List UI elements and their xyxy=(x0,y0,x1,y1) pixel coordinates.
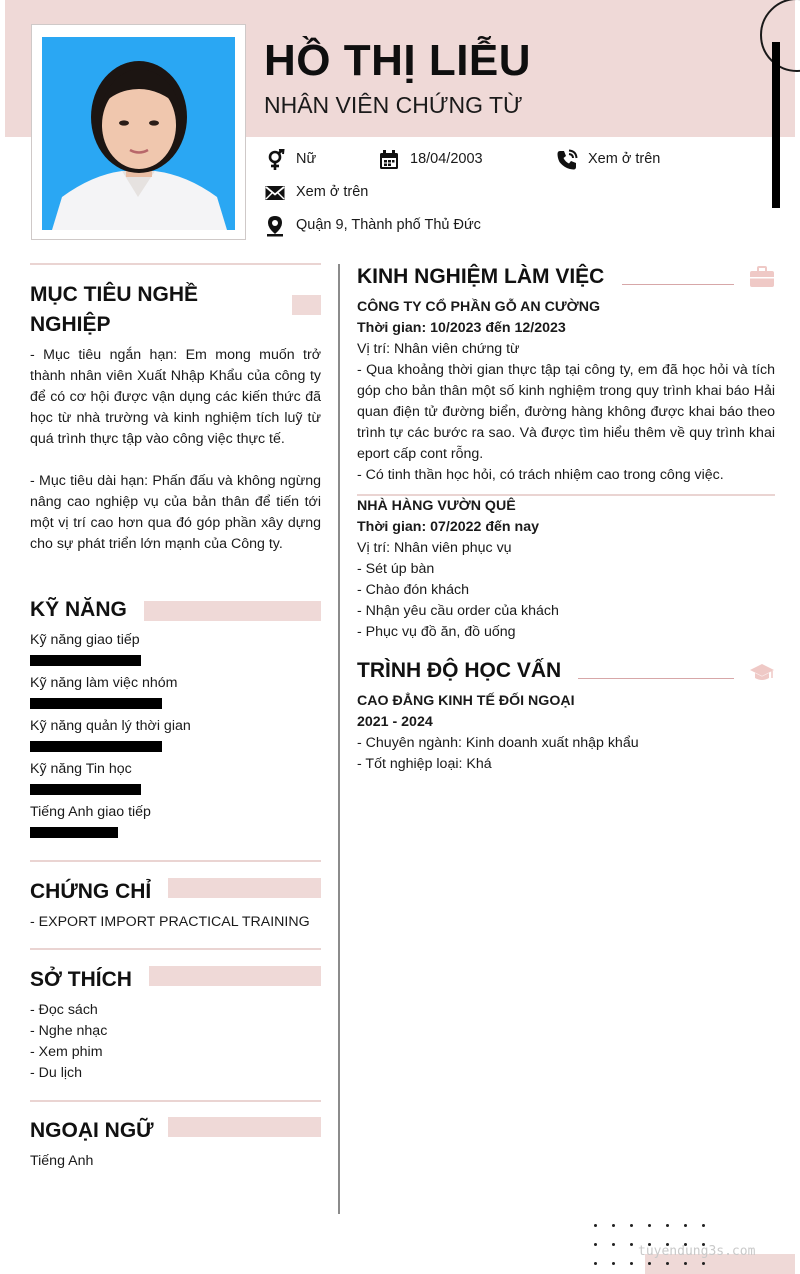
job-period: Thời gian: 10/2023 đến 12/2023 xyxy=(357,320,566,336)
section-rule xyxy=(622,284,734,285)
gender-icon xyxy=(264,149,286,171)
job-detail: - Sét úp bàn xyxy=(357,561,435,577)
decorative-dot xyxy=(630,1243,633,1246)
calendar-icon xyxy=(378,149,400,171)
decorative-dot xyxy=(612,1224,615,1227)
phone-value: Xem ở trên xyxy=(588,151,661,167)
skill-label: Tiếng Anh giao tiếp xyxy=(30,804,151,820)
candidate-role: NHÂN VIÊN CHỨNG TỪ xyxy=(264,92,523,118)
section-accent-bar xyxy=(144,601,321,621)
education-detail: - Chuyên ngành: Kinh doanh xuất nhập khẩu xyxy=(357,735,639,751)
education-detail: - Tốt nghiệp loại: Khá xyxy=(357,756,492,772)
decorative-dot xyxy=(630,1224,633,1227)
skill-level-bar xyxy=(30,741,162,752)
experience-title: KINH NGHIỆM LÀM VIỆC xyxy=(357,265,605,288)
mail-icon xyxy=(264,182,286,204)
hobby-item: - Xem phim xyxy=(30,1044,103,1060)
certificates-title: CHỨNG CHỈ xyxy=(30,880,152,903)
decorative-dot xyxy=(594,1243,597,1246)
decorative-dot xyxy=(612,1262,615,1265)
info-email xyxy=(264,184,414,206)
email-value: Xem ở trên xyxy=(296,184,369,200)
graduation-cap-icon xyxy=(749,661,775,683)
objective-title-line1: MỤC TIÊU NGHỀ xyxy=(30,283,198,306)
column-divider xyxy=(338,264,340,1214)
phone-icon xyxy=(556,149,578,171)
skill-level-bar xyxy=(30,655,141,666)
job-detail: - Phục vụ đồ ăn, đồ uống xyxy=(357,624,516,640)
birthday-value: 18/04/2003 xyxy=(410,151,483,167)
education-school: CAO ĐẲNG KINH TẾ ĐỐI NGOẠI xyxy=(357,693,575,709)
profile-photo xyxy=(42,37,235,230)
decorative-dot xyxy=(684,1224,687,1227)
job-period: Thời gian: 07/2022 đến nay xyxy=(357,519,539,535)
decorative-dot xyxy=(612,1243,615,1246)
info-phone xyxy=(556,151,706,173)
job-detail: - Chào đón khách xyxy=(357,582,469,598)
skill-level-bar xyxy=(30,698,162,709)
info-gender xyxy=(264,151,384,173)
skill-label: Kỹ năng giao tiếp xyxy=(30,632,140,648)
education-title: TRÌNH ĐỘ HỌC VẤN xyxy=(357,659,562,682)
job-detail: - Qua khoảng thời gian thực tập tại công ty, em đã học hỏi và tích góp cho bản thân một số kinh nghiệm trong quy trình khai báo Hải quan điện tử đường biển, đường hàng không được khai báo theo trình tự các bước ra sao. Và được tìm hiểu thêm về quy trình khai eport cấp cont rỗng. xyxy=(357,362,775,462)
section-rule xyxy=(578,678,734,679)
hobbies-title: SỞ THÍCH xyxy=(30,968,132,991)
location-pin-icon xyxy=(264,215,286,237)
job-position: Vị trí: Nhân viên phục vụ xyxy=(357,540,512,556)
objective-title-line2: NGHIỆP xyxy=(30,313,111,336)
decorative-dot xyxy=(702,1224,705,1227)
hobby-item: - Du lịch xyxy=(30,1065,83,1081)
briefcase-icon xyxy=(749,266,775,288)
skill-label: Kỹ năng Tin học xyxy=(30,761,132,777)
decorative-dot xyxy=(630,1262,633,1265)
certificate-item: - EXPORT IMPORT PRACTICAL TRAINING xyxy=(30,914,310,930)
job-detail: - Nhận yêu cầu order của khách xyxy=(357,603,559,619)
address-value: Quận 9, Thành phố Thủ Đức xyxy=(296,217,481,233)
divider xyxy=(30,860,321,862)
skill-label: Kỹ năng quản lý thời gian xyxy=(30,718,191,734)
languages-title: NGOẠI NGỮ xyxy=(30,1119,154,1142)
gender-value: Nữ xyxy=(296,151,317,167)
candidate-name: HỒ THỊ LIỄU xyxy=(264,36,532,85)
section-accent-bar xyxy=(168,878,321,898)
job-position: Vị trí: Nhân viên chứng từ xyxy=(357,341,520,357)
decorative-dot xyxy=(684,1262,687,1265)
hobby-item: - Đọc sách xyxy=(30,1002,98,1018)
decorative-dot xyxy=(666,1224,669,1227)
divider xyxy=(30,1100,321,1102)
decorative-vertical-bar xyxy=(772,42,780,208)
job-detail: - Có tinh thần học hỏi, có trách nhiệm cao trong công việc. xyxy=(357,467,724,483)
watermark: tuyendung3s.com xyxy=(638,1244,756,1259)
section-accent-bar xyxy=(292,295,321,315)
skill-level-bar xyxy=(30,827,118,838)
objective-long-term: - Mục tiêu dài hạn: Phấn đấu và không ngừng nâng cao nghiệp vụ của bản thân để tiến tới một vị trí cao hơn qua đó góp phần xây dựng cho sự phát triển lớn mạnh của Công ty. xyxy=(30,473,321,552)
decorative-dot xyxy=(594,1224,597,1227)
decorative-dot xyxy=(648,1262,651,1265)
decorative-dot xyxy=(666,1262,669,1265)
skill-label: Kỹ năng làm việc nhóm xyxy=(30,675,178,691)
divider xyxy=(30,263,321,265)
info-address xyxy=(264,217,524,239)
job-company: NHÀ HÀNG VƯỜN QUÊ xyxy=(357,498,516,514)
decorative-dot xyxy=(594,1262,597,1265)
hobby-item: - Nghe nhạc xyxy=(30,1023,108,1039)
divider xyxy=(30,948,321,950)
skills-title: KỸ NĂNG xyxy=(30,598,127,621)
education-years: 2021 - 2024 xyxy=(357,714,433,730)
decorative-dot xyxy=(702,1262,705,1265)
section-accent-bar xyxy=(149,966,321,986)
info-birthday xyxy=(378,151,528,173)
skill-level-bar xyxy=(30,784,141,795)
decorative-dot xyxy=(648,1224,651,1227)
language-item: Tiếng Anh xyxy=(30,1153,94,1169)
section-accent-bar xyxy=(168,1117,321,1137)
objective-short-term: - Mục tiêu ngắn hạn: Em mong muốn trở thành nhân viên Xuất Nhập Khẩu của công ty để có cơ hội được vận dụng các kiến thức đã học từ nhà trường và kinh nghiệm tích luỹ từ quá trình thực tập vào công việc thực tế. xyxy=(30,347,321,447)
job-company: CÔNG TY CỔ PHẦN GỖ AN CƯỜNG xyxy=(357,299,601,315)
